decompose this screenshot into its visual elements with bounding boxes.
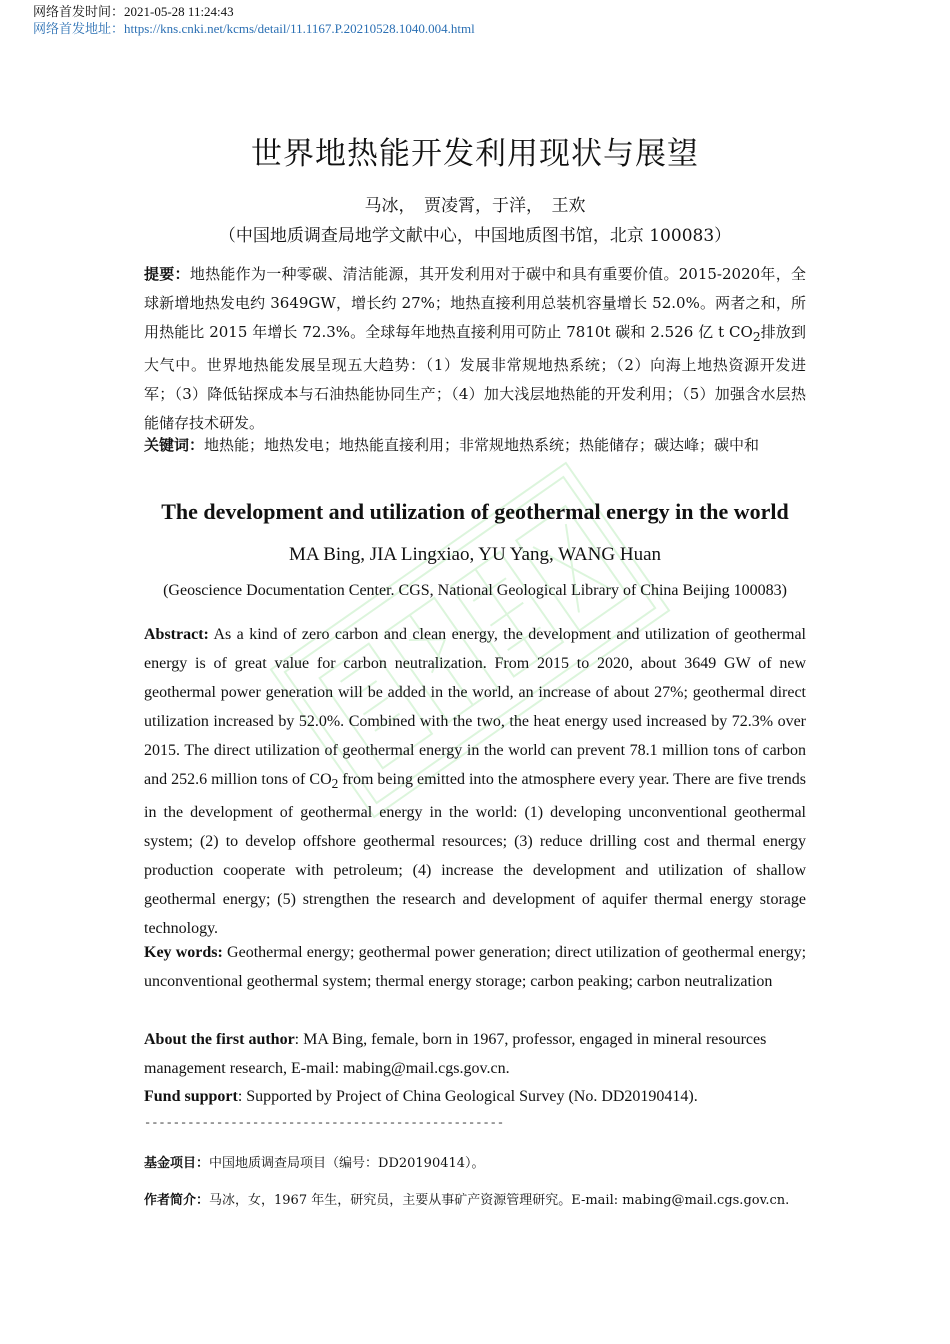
pub-time-line bbox=[33, 3, 475, 20]
abstract-cn-text-1: 地热能作为一种零碳、清洁能源，其开发利用对于碳中和具有重要价值。2015-2020年，全球新增地热发电约 3649GW，增长约 27%；地热直接利用总装机容量增长 52.0%。两者之和，所用热能比 2015 年增长 72.3%。全球每年地热直接利用可防止 7810t 碳和 2.526 亿 t CO bbox=[144, 265, 806, 341]
affiliation-cn: （中国地质调查局地学文献中心，中国地质图书馆，北京 100083） bbox=[218, 226, 732, 246]
publication-meta bbox=[33, 3, 475, 37]
keywords-en-text: Geothermal energy; geothermal power generation; direct utilization of geothermal energy; unconventional geothermal system; thermal energy storage; carbon peaking; carbon neutralization bbox=[144, 944, 807, 990]
abstract-cn-text-2: 排放到大气中。世界地热能发展呈现五大趋势：（1）发展非常规地热系统；（2）向海上地热资源开发进军；（3）降低钻探成本与石油热能协同生产；（4）加大浅层地热能的开发利用；（5）加强含水层热能储存技术研发。 bbox=[144, 323, 806, 432]
paper-title-cn: 世界地热能开发利用现状与展望 bbox=[251, 136, 699, 172]
abstract-en-text-2: from being emitted into the atmosphere every year. There are five trends in the development of geothermal energy in the world: (1) developing unconventional geothermal system; (2) to develop offshore geothermal resources; (3) reduce drilling cost and thermal energy production cooperate with petroleum; (4) increase the development and utilization of shallow geothermal energy; (5) strengthen the research and development of aquifer thermal energy storage technology. bbox=[144, 771, 806, 938]
keywords-cn bbox=[144, 431, 806, 460]
fund-support-en-text: : Supported by Project of China Geological Survey (No. DD20190414). bbox=[237, 1088, 698, 1105]
pub-url-line bbox=[33, 20, 475, 37]
abstract-cn bbox=[144, 260, 806, 438]
footnote-author bbox=[144, 1192, 824, 1210]
paper-title-en: The development and utilization of geothermal energy in the world bbox=[161, 499, 789, 524]
abstract-en-label: Abstract: bbox=[144, 626, 209, 643]
fund-support-en-label: Fund support bbox=[144, 1088, 238, 1105]
affiliation-en: (Geoscience Documentation Center. CGS, National Geological Library of China Beijing 100083) bbox=[163, 582, 787, 599]
abstract-en-subscript: 2 bbox=[331, 776, 339, 792]
keywords-cn-label: 关键词： bbox=[144, 436, 205, 454]
pub-time-label: 网络首发时间： bbox=[33, 4, 125, 19]
pub-url-label: 网络首发地址： bbox=[33, 21, 125, 36]
footnote-fund bbox=[144, 1155, 824, 1173]
authors-en: MA Bing, JIA Lingxiao, YU Yang, WANG Huan bbox=[288, 544, 662, 565]
keywords-cn-text: 地热能；地热发电；地热能直接利用；非常规地热系统；热能储存；碳达峰；碳中和 bbox=[204, 436, 760, 454]
abstract-en bbox=[144, 620, 806, 943]
first-author-en-label: About the first author bbox=[144, 1031, 295, 1048]
authors-cn: 马冰， 贾凌霄，于洋， 王欢 bbox=[364, 196, 586, 216]
footnote-separator: -------------------------------------------------- bbox=[144, 1116, 505, 1130]
keywords-en-label: Key words: bbox=[144, 944, 223, 961]
keywords-en bbox=[144, 938, 806, 996]
pub-time: 2021-05-28 11:24:43 bbox=[124, 4, 234, 19]
abstract-cn-subscript: 2 bbox=[752, 329, 761, 344]
fund-support-en bbox=[144, 1082, 806, 1111]
footnote-author-label: 作者简介： bbox=[144, 1193, 210, 1208]
abstract-en-text-1: As a kind of zero carbon and clean energy, the development and utilization of geothermal energy is of great value for carbon neutralization. From 2015 to 2020, about 3649 GW of new geothermal power generation will be added in the world, an increase of about 27%; geothermal direct utilization increased by 52.0%. Combined with the two, the heat energy used increased by 72.3% over 2015. The direct utilization of geothermal energy in the world can prevent 78.1 million tons of carbon and 252.6 million tons of CO bbox=[144, 626, 807, 788]
abstract-cn-label: 提要： bbox=[144, 265, 190, 283]
pub-url-link[interactable]: https://kns.cnki.net/kcms/detail/11.1167.P.20210528.1040.004.html bbox=[124, 21, 475, 36]
footnote-author-text: 马冰，女，1967 年生，研究员，主要从事矿产资源管理研究。E-mail: mabing@mail.cgs.gov.cn. bbox=[209, 1193, 790, 1208]
first-author-en bbox=[144, 1025, 806, 1083]
footnote-fund-text: 中国地质调查局项目（编号：DD20190414）。 bbox=[209, 1156, 485, 1171]
first-author-en-text: : MA Bing, female, born in 1967, professor, engaged in mineral resources management research, E-mail: mabing@mail.cgs.gov.cn. bbox=[144, 1031, 767, 1077]
footnote-fund-label: 基金项目： bbox=[144, 1156, 210, 1171]
